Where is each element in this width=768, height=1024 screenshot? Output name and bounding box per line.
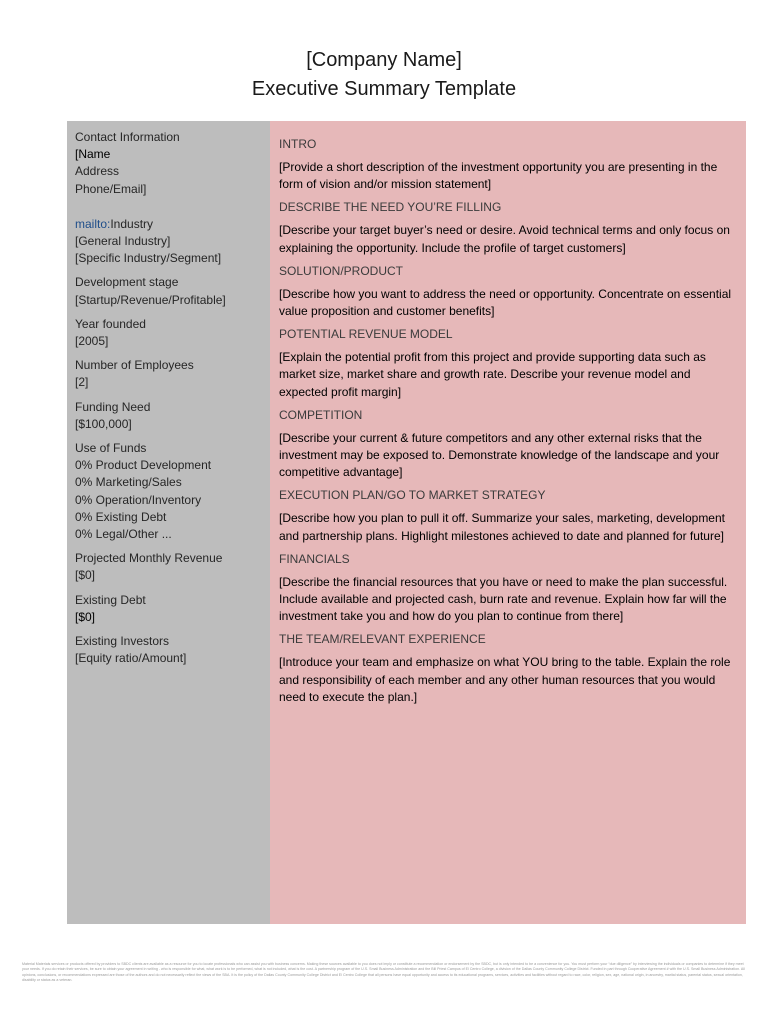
section-body: [Introduce your team and emphasize on what YOU bring to the table. Explain the role and responsibility of each member and any other human resources that you would need to execute the plan.] xyxy=(279,655,731,704)
contact-group xyxy=(75,129,270,198)
contact-label: Contact Information xyxy=(75,130,180,144)
section-solution xyxy=(279,263,736,320)
section-title: THE TEAM/RELEVANT EXPERIENCE xyxy=(279,632,486,647)
revenue-group xyxy=(75,550,270,584)
section-need xyxy=(279,199,736,256)
section-revenue-model xyxy=(279,326,736,401)
mailto-link[interactable]: mailto: xyxy=(75,216,111,231)
document-header xyxy=(0,46,768,104)
section-body: [Describe how you plan to pull it off. Summarize your sales, marketing, development and partnership plans. Highlight milestones achieved to date and planned for future] xyxy=(279,511,725,543)
section-title: FINANCIALS xyxy=(279,551,350,566)
section-team xyxy=(279,631,736,706)
funding-group xyxy=(75,399,270,433)
right-column xyxy=(270,121,746,924)
industry-specific: [Specific Industry/Segment] xyxy=(75,251,222,266)
industry-label: Industry xyxy=(110,216,154,231)
document-title: Executive Summary Template xyxy=(251,78,517,100)
funding-value: [$100,000] xyxy=(75,416,132,431)
section-body: [Describe your target buyer’s need or desire. Avoid technical terms and only focus on explaining the opportunity. Include the profile of target customers] xyxy=(279,223,730,255)
revenue-label: Projected Monthly Revenue xyxy=(75,551,223,566)
investors-value: [Equity ratio/Amount] xyxy=(75,651,187,666)
employees-label: Number of Employees xyxy=(75,358,194,373)
founded-group xyxy=(75,316,270,350)
investors-label: Existing Investors xyxy=(75,634,170,649)
use-of-funds-item: 0% Operation/Inventory xyxy=(75,492,202,507)
section-body: [Explain the potential profit from this project and provide supporting data such as market size, market share and growth rate. Describe your revenue model and expected profit margin] xyxy=(279,350,706,399)
contact-phone: Phone/Email] xyxy=(75,181,147,196)
section-title: DESCRIBE THE NEED YOU’RE FILLING xyxy=(279,200,502,215)
section-title: COMPETITION xyxy=(279,407,363,422)
use-of-funds-item: 0% Marketing/Sales xyxy=(75,475,182,490)
debt-label: Existing Debt xyxy=(75,592,146,607)
section-execution xyxy=(279,487,736,544)
company-name: [Company Name] xyxy=(306,49,462,71)
summary-panel xyxy=(67,121,746,924)
section-competition xyxy=(279,407,736,482)
debt-value: [$0] xyxy=(75,609,96,624)
left-column xyxy=(67,121,270,924)
section-body: [Describe your current & future competitors and any other external risks that the investment may be exposed to. Demonstrate knowledge of the landscape and your competitive advantage] xyxy=(279,430,720,480)
section-title: EXECUTION PLAN/GO TO MARKET STRATEGY xyxy=(279,488,546,503)
debt-group xyxy=(75,592,270,626)
employees-value: [2] xyxy=(75,375,89,390)
use-of-funds-item: 0% Legal/Other ... xyxy=(75,527,172,542)
contact-name: [Name xyxy=(75,147,111,162)
revenue-value: [$0] xyxy=(75,568,96,583)
use-of-funds-label: Use of Funds xyxy=(75,441,147,456)
use-of-funds-group xyxy=(75,440,270,543)
section-financials xyxy=(279,551,736,626)
use-of-funds-item: 0% Existing Debt xyxy=(75,509,167,524)
section-body: [Describe how you want to address the need or opportunity. Concentrate on essential value proposition and customer benefits] xyxy=(279,286,732,319)
contact-address: Address xyxy=(75,164,120,179)
investors-group xyxy=(75,633,270,667)
funding-label: Funding Need xyxy=(75,399,151,414)
industry-general: [General Industry] xyxy=(75,234,171,249)
founded-value: [2005] xyxy=(75,334,109,349)
section-body: [Describe the financial resources that you have or need to make the plan successful. Include available and projected cash, burn rate and revenue. Explain how far will the investment take you and how do you plan to continue from there] xyxy=(279,574,728,624)
use-of-funds-item: 0% Product Development xyxy=(75,458,212,473)
section-title: SOLUTION/PRODUCT xyxy=(279,263,404,278)
stage-value: [Startup/Revenue/Profitable] xyxy=(75,292,226,307)
section-title: POTENTIAL REVENUE MODEL xyxy=(279,327,453,342)
industry-label-line xyxy=(75,216,270,233)
stage-group xyxy=(75,274,270,308)
footer-disclaimer: Material Materials services or products offered by providers to SBDC clients are available as a resource for you to locate professionals who can assist you with business concerns. Making these sources available to you does not imply or constitute a recommendation or endorsement by the SBDC, but is only intended to be a convenience for you. You must perform your “due diligence” by interviewing the individuals or companies to determine if they meet your needs. If you do retain their services, be sure to obtain your agreement in writing - who is responsible for what, what work is to be performed, what is not included, what is the cost. A partnership program of the U.S. Small Business Administration and the Bill Priest Campus of El Centro College, a division of the Dallas County Community College District. Funded in part through Cooperative Agreement # with the U.S. Small Business Administration. All opinions, conclusions, or recommendations expressed are those of the authors and do not necessarily reflect the views of the SBA. It is the policy of the Dallas County Community College District and El Centro College that all persons have equal opportunity and access to its educational programs, services, activities and facilities without regard to race, color, religion, sex, age, national origin, in ancestry, marital status, parental status, sexual orientation, disability or status as a veteran. xyxy=(22,962,745,983)
section-body: [Provide a short description of the investment opportunity you are presenting in the form of vision and/or mission statement] xyxy=(279,160,718,192)
employees-group xyxy=(75,357,270,391)
stage-label: Development stage xyxy=(75,275,179,290)
founded-label: Year founded xyxy=(75,316,146,331)
section-intro xyxy=(279,136,736,193)
industry-group xyxy=(75,216,270,268)
section-title: INTRO xyxy=(279,137,317,151)
